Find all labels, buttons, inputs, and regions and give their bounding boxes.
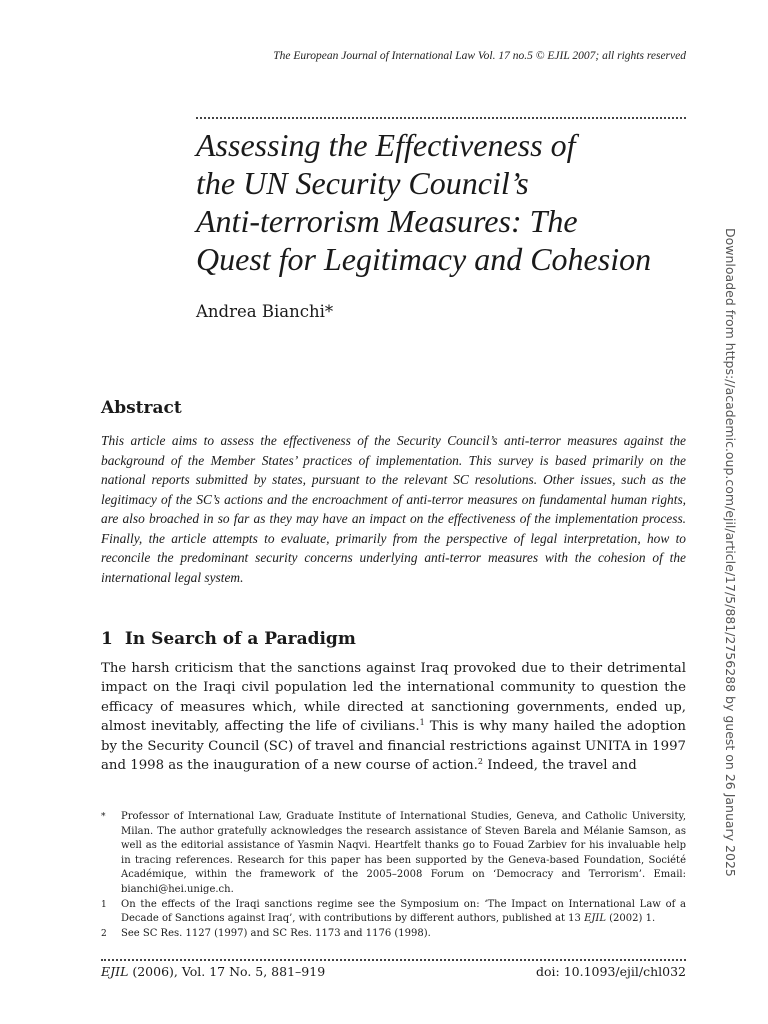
footnote-text-segment: On the effects of the Iraqi sanctions regime see the Symposium on: ‘The Impact on International Law of a Decade of Sanctions against Iraq’, with contributions by different authors, published at 13 xyxy=(121,898,686,925)
footer-journal: EJIL xyxy=(101,964,129,979)
journal-header: The European Journal of International Law Vol. 17 no.5 © EJIL 2007; all rights reserved xyxy=(273,50,686,62)
footer-citation xyxy=(101,964,325,979)
title-line: Anti-terrorism Measures: The xyxy=(196,203,578,239)
footnote-ref[interactable]: 2 xyxy=(477,757,483,767)
footnote-text-segment: (2002) 1. xyxy=(605,913,656,925)
body-text-segment: Indeed, the travel and xyxy=(483,758,637,774)
footnotes xyxy=(101,810,686,941)
footer-divider xyxy=(101,959,686,961)
download-watermark: Downloaded from https://academic.oup.com/ejil/article/17/5/881/2756288 by guest on 26 January 2025 xyxy=(723,228,738,877)
title-line: the UN Security Council’s xyxy=(196,165,529,201)
footer-doi: doi: 10.1093/ejil/chl032 xyxy=(536,964,686,979)
section-heading xyxy=(101,629,356,649)
footnote-mark: 1 xyxy=(101,899,107,910)
footnote-item xyxy=(101,927,686,942)
section-number: 1 xyxy=(101,629,113,649)
footer-volume: (2006), Vol. 17 No. 5, 881–919 xyxy=(128,964,326,979)
section-title: In Search of a Paradigm xyxy=(124,629,356,649)
footnote-mark: * xyxy=(101,812,106,822)
footnote-mark: 2 xyxy=(101,928,107,939)
footnote-ref[interactable]: 1 xyxy=(419,718,425,728)
footnote-text: Professor of International Law, Graduate Institute of International Studies, Geneva, and Catholic University, Milan. The author gratefully acknowledges the research assistance of Steven Barela and Mélanie Samson, as well as the editorial assistance of Yasmin Naqvi. Heartfelt thanks go to Fouad Zarbiev for his invaluable help in tracing references. Research for this paper has been supported by the Geneva-based Foundation, Société Académique, within the framework of the 2005–2008 Forum on ‘Democracy and Terrorism’. Email: bianchi@hei.unige.ch. xyxy=(121,811,686,895)
body-text-segment: This is why many hailed the adoption by the Security Council (SC) of travel and financial restrictions against UNITA in 1997 and 1998 as the inauguration of a new course of action. xyxy=(101,719,686,774)
author-name: Andrea Bianchi* xyxy=(196,302,334,321)
footnote-item xyxy=(101,898,686,927)
abstract-heading: Abstract xyxy=(101,398,182,418)
body-text-segment: The harsh criticism that the sanctions against Iraq provoked due to their detrimental impact on the Iraqi civil population led the international community to question the efficacy of measures which, while directed at sanctioning governments, ended up, almost inevitably, affecting the life of civilians. xyxy=(101,661,686,735)
body-paragraph xyxy=(101,659,686,775)
footnote-item xyxy=(101,810,686,898)
footnote-text xyxy=(121,898,686,927)
title-line: Assessing the Effectiveness of xyxy=(196,127,576,163)
footnote-journal: EJIL xyxy=(584,913,606,925)
footnote-text: See SC Res. 1127 (1997) and SC Res. 1173 and 1176 (1998). xyxy=(121,927,431,939)
abstract-text: This article aims to assess the effectiveness of the Security Council’s anti-terror measures against the background of the Member States’ practices of implementation. This survey is based primarily on the national reports submitted by states, pursuant to the relevant SC resolutions. Other issues, such as the legitimacy of the SC’s actions and the encroachment of anti-terror measures on fundamental human rights, are also broached in so far as they may have an impact on the effectiveness of the implementation process. Finally, the article attempts to evaluate, primarily from the perspective of legal interpretation, how to reconcile the predominant security concerns underlying anti-terror measures with the cohesion of the international legal system. xyxy=(101,433,686,585)
article-title xyxy=(196,126,696,278)
header-divider xyxy=(196,117,686,119)
title-line: Quest for Legitimacy and Cohesion xyxy=(196,241,652,277)
